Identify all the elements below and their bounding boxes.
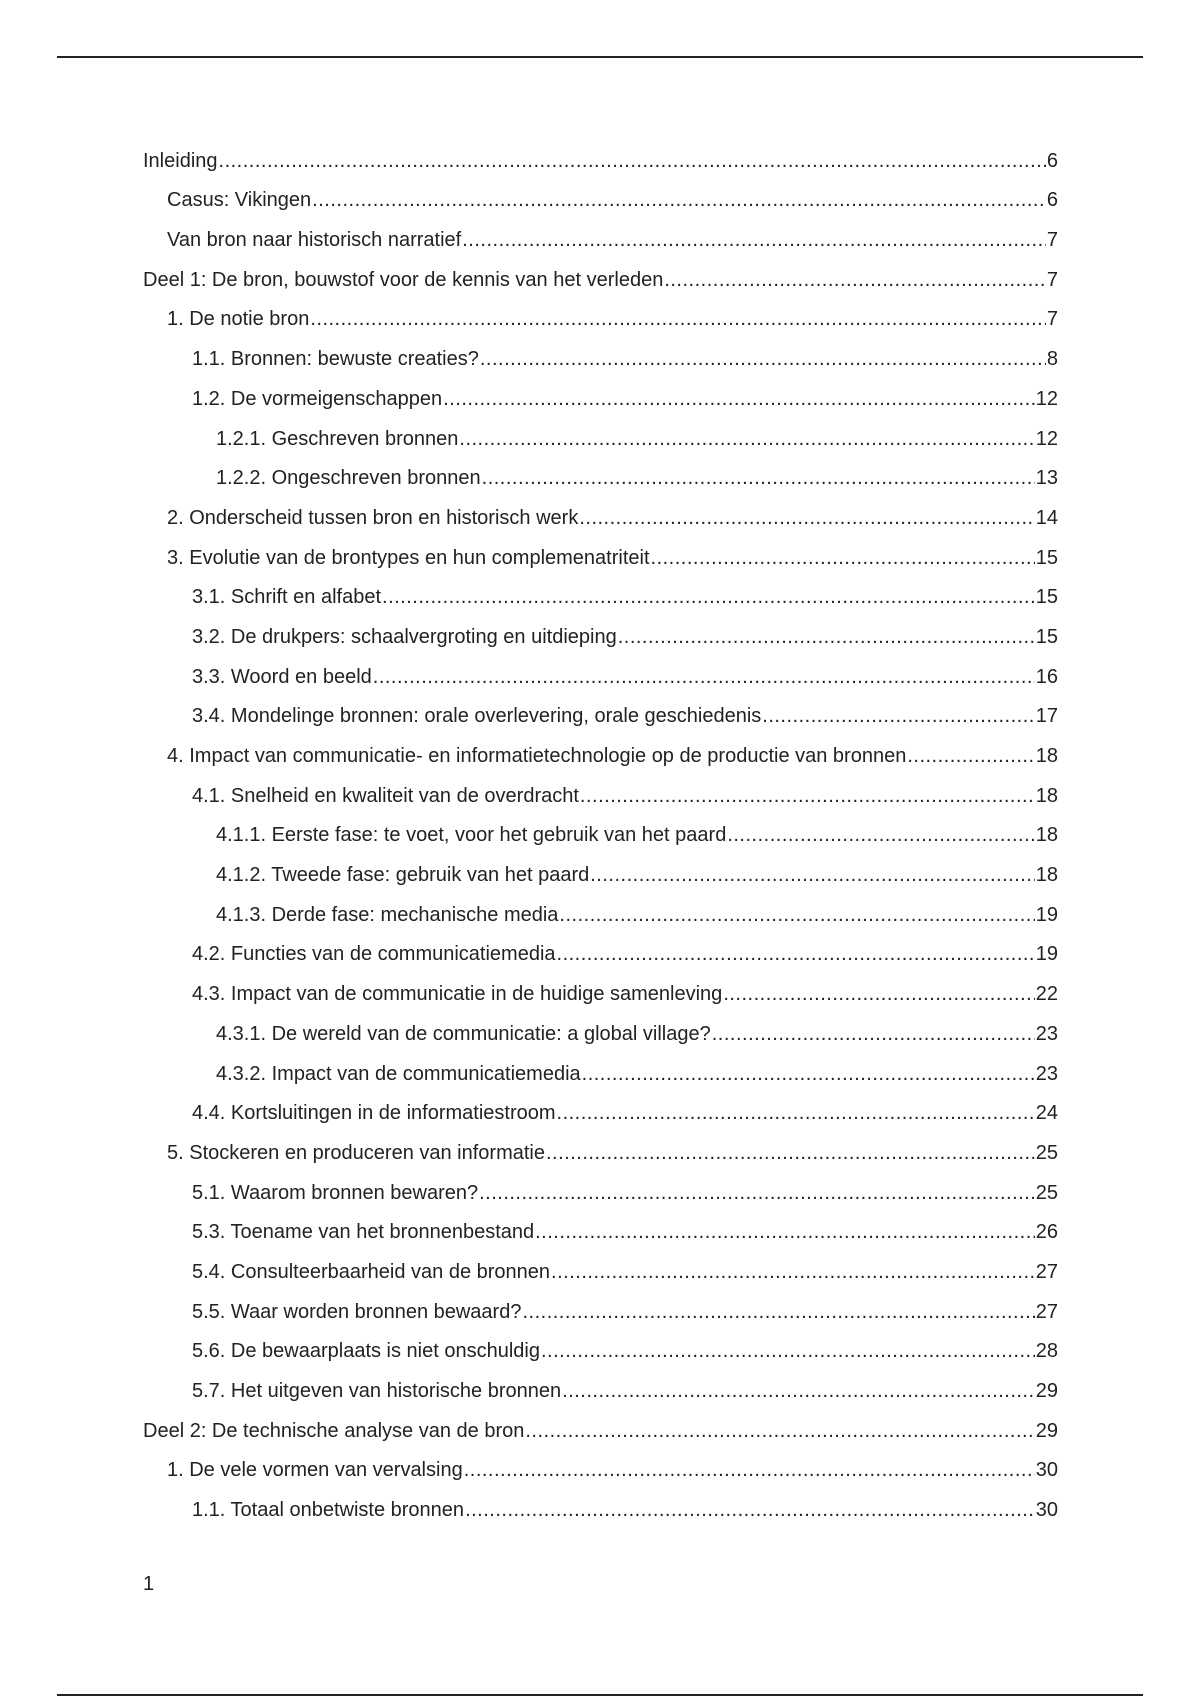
toc-entry-page: 12 (1035, 427, 1058, 450)
toc-entry-page: 26 (1035, 1221, 1058, 1244)
footer-rule (57, 1694, 1143, 1696)
toc-entry-page: 6 (1046, 149, 1058, 172)
toc-entry[interactable] (143, 734, 1058, 774)
toc-dot-leader (618, 625, 1035, 649)
toc-entry-title: 5.5. Waar worden bronnen bewaard? (192, 1300, 522, 1323)
toc-dot-leader (712, 1022, 1035, 1046)
toc-entry[interactable] (143, 1092, 1058, 1132)
toc-dot-leader (559, 903, 1034, 927)
toc-entry[interactable] (143, 298, 1058, 338)
toc-dot-leader (443, 387, 1035, 411)
toc-dot-leader (312, 188, 1046, 212)
toc-entry-title: Inleiding (143, 149, 218, 172)
toc-entry-title: 4.4. Kortsluitingen in de informatiestroom (192, 1102, 556, 1125)
toc-dot-leader (907, 744, 1034, 768)
toc-dot-leader (590, 863, 1035, 887)
toc-dot-leader (522, 1300, 1034, 1324)
toc-entry-page: 15 (1035, 586, 1058, 609)
toc-entry-page: 18 (1035, 824, 1058, 847)
toc-entry[interactable] (143, 615, 1058, 655)
toc-entry-page: 25 (1035, 1181, 1058, 1204)
toc-dot-leader (525, 1419, 1034, 1443)
toc-dot-leader (479, 1181, 1035, 1205)
toc-entry-title: Deel 1: De bron, bouwstof voor de kennis van het verleden (143, 268, 664, 291)
toc-entry[interactable] (143, 1250, 1058, 1290)
toc-entry-title: 4.1.1. Eerste fase: te voet, voor het gebruik van het paard (216, 824, 727, 847)
toc-entry[interactable] (143, 1330, 1058, 1370)
toc-entry-title: 3.4. Mondelinge bronnen: orale overlevering, orale geschiedenis (192, 705, 762, 728)
toc-entry-title: 1. De vele vormen van vervalsing (167, 1459, 463, 1482)
toc-dot-leader (557, 1101, 1035, 1125)
toc-entry-title: 1. De notie bron (167, 308, 310, 331)
toc-entry[interactable] (143, 139, 1058, 179)
toc-entry-title: 5.6. De bewaarplaats is niet onschuldig (192, 1340, 540, 1363)
toc-dot-leader (562, 1379, 1035, 1403)
toc-entry-title: 5. Stockeren en produceren van informatie (167, 1141, 545, 1164)
toc-entry-title: 3.2. De drukpers: schaalvergroting en uitdieping (192, 625, 617, 648)
toc-dot-leader (535, 1220, 1035, 1244)
toc-dot-leader (219, 149, 1046, 173)
toc-dot-leader (651, 546, 1035, 570)
toc-entry-page: 28 (1035, 1340, 1058, 1363)
toc-dot-leader (382, 585, 1035, 609)
toc-entry[interactable] (143, 258, 1058, 298)
toc-entry-title: 1.2. De vormeigenschappen (192, 387, 443, 410)
toc-entry[interactable] (143, 1211, 1058, 1251)
toc-entry-page: 22 (1035, 983, 1058, 1006)
toc-entry-page: 30 (1035, 1499, 1058, 1522)
toc-dot-leader (541, 1339, 1035, 1363)
toc-entry-page: 19 (1035, 903, 1058, 926)
toc-entry-title: 3. Evolutie van de brontypes en hun complemenatriteit (167, 546, 650, 569)
toc-entry-page: 27 (1035, 1300, 1058, 1323)
toc-entry[interactable] (143, 695, 1058, 735)
toc-entry-title: 4.3.2. Impact van de communicatiemedia (216, 1062, 581, 1085)
table-of-contents (143, 139, 1058, 1528)
toc-entry-title: 2. Onderscheid tussen bron en historisch werk (167, 506, 579, 529)
toc-entry-page: 18 (1035, 864, 1058, 887)
toc-entry[interactable] (143, 1012, 1058, 1052)
toc-entry[interactable] (143, 337, 1058, 377)
toc-entry[interactable] (143, 893, 1058, 933)
toc-entry-page: 12 (1035, 387, 1058, 410)
toc-entry-title: 4. Impact van communicatie- en informatietechnologie op de productie van bronnen (167, 745, 907, 767)
toc-dot-leader (462, 228, 1046, 252)
toc-entry-title: 1.2.1. Geschreven bronnen (216, 427, 459, 450)
toc-dot-leader (482, 466, 1035, 490)
toc-entry[interactable] (143, 1449, 1058, 1489)
toc-entry[interactable] (143, 1409, 1058, 1449)
toc-entry[interactable] (143, 218, 1058, 258)
header-rule (57, 56, 1143, 58)
toc-entry[interactable] (143, 853, 1058, 893)
toc-dot-leader (310, 307, 1046, 331)
toc-dot-leader (465, 1498, 1035, 1522)
toc-dot-leader (480, 347, 1046, 371)
toc-entry[interactable] (143, 655, 1058, 695)
toc-dot-leader (464, 1458, 1035, 1482)
toc-dot-leader (546, 1141, 1035, 1165)
toc-entry[interactable] (143, 179, 1058, 219)
toc-entry-title: 4.1. Snelheid en kwaliteit van de overdracht (192, 784, 579, 807)
toc-dot-leader (727, 823, 1034, 847)
toc-dot-leader (373, 665, 1035, 689)
toc-entry[interactable] (143, 1488, 1058, 1528)
toc-entry-page: 13 (1035, 467, 1058, 490)
toc-entry[interactable] (143, 1171, 1058, 1211)
toc-entry-page: 23 (1035, 1062, 1058, 1085)
toc-entry[interactable] (143, 1131, 1058, 1171)
toc-entry[interactable] (143, 1052, 1058, 1092)
toc-entry-page: 14 (1035, 506, 1058, 529)
toc-entry[interactable] (143, 536, 1058, 576)
toc-entry-title: 4.3. Impact van de communicatie in de huidige samenleving (192, 983, 723, 1006)
toc-dot-leader (664, 268, 1046, 292)
toc-dot-leader (557, 942, 1035, 966)
toc-entry[interactable] (143, 814, 1058, 854)
toc-dot-leader (579, 506, 1034, 530)
toc-entry[interactable] (143, 457, 1058, 497)
toc-entry-page: 7 (1046, 268, 1058, 291)
toc-dot-leader (459, 427, 1034, 451)
toc-entry-page: 19 (1035, 943, 1058, 966)
toc-entry[interactable] (143, 417, 1058, 457)
toc-entry-title: 4.2. Functies van de communicatiemedia (192, 943, 556, 966)
toc-dot-leader (551, 1260, 1035, 1284)
toc-entry[interactable] (143, 774, 1058, 814)
toc-entry[interactable] (143, 933, 1058, 973)
toc-entry-page: 24 (1035, 1102, 1058, 1125)
toc-entry[interactable] (143, 377, 1058, 417)
toc-entry-page: 8 (1046, 348, 1058, 371)
toc-entry[interactable] (143, 1290, 1058, 1330)
toc-entry-page: 15 (1035, 625, 1058, 648)
toc-entry-title: 5.3. Toename van het bronnenbestand (192, 1221, 535, 1244)
toc-entry-page: 7 (1046, 229, 1058, 252)
toc-dot-leader (723, 982, 1034, 1006)
toc-entry-title: 3.1. Schrift en alfabet (192, 586, 382, 609)
toc-entry-page: 30 (1035, 1459, 1058, 1482)
toc-entry-title: 4.3.1. De wereld van de communicatie: a global village? (216, 1022, 711, 1045)
toc-entry[interactable] (143, 576, 1058, 616)
toc-entry-page: 16 (1035, 665, 1058, 688)
toc-entry[interactable] (143, 1369, 1058, 1409)
toc-entry-title: 4.1.2. Tweede fase: gebruik van het paard (216, 864, 590, 887)
toc-entry-title: 3.3. Woord en beeld (192, 665, 372, 688)
toc-entry-page: 23 (1035, 1022, 1058, 1045)
toc-entry-page: 15 (1035, 546, 1058, 569)
toc-entry-title: 4.1.3. Derde fase: mechanische media (216, 903, 559, 926)
toc-entry-page: 25 (1035, 1141, 1058, 1164)
toc-dot-leader (580, 784, 1035, 808)
toc-entry-title: Deel 2: De technische analyse van de bron (143, 1419, 525, 1442)
toc-entry-page: 7 (1046, 308, 1058, 331)
toc-dot-leader (582, 1062, 1035, 1086)
toc-entry-title: 1.1. Totaal onbetwiste bronnen (192, 1499, 465, 1522)
toc-entry-page: 18 (1035, 745, 1058, 767)
toc-entry-page: 6 (1046, 189, 1058, 212)
page-number: 1 (143, 1573, 155, 1595)
toc-entry-page: 29 (1035, 1419, 1058, 1442)
toc-entry-title: Casus: Vikingen (167, 189, 312, 212)
toc-entry-title: 5.4. Consulteerbaarheid van de bronnen (192, 1260, 551, 1283)
toc-entry[interactable] (143, 972, 1058, 1012)
toc-entry[interactable] (143, 496, 1058, 536)
toc-entry-page: 17 (1035, 705, 1058, 728)
toc-entry-title: Van bron naar historisch narratief (167, 229, 462, 252)
toc-dot-leader (762, 704, 1034, 728)
toc-entry-title: 1.1. Bronnen: bewuste creaties? (192, 348, 479, 371)
toc-entry-page: 27 (1035, 1260, 1058, 1283)
toc-entry-title: 1.2.2. Ongeschreven bronnen (216, 467, 481, 490)
toc-entry-page: 18 (1035, 784, 1058, 807)
toc-entry-title: 5.1. Waarom bronnen bewaren? (192, 1181, 479, 1204)
toc-entry-page: 29 (1035, 1380, 1058, 1402)
toc-entry-title: 5.7. Het uitgeven van historische bronnen (192, 1380, 562, 1402)
